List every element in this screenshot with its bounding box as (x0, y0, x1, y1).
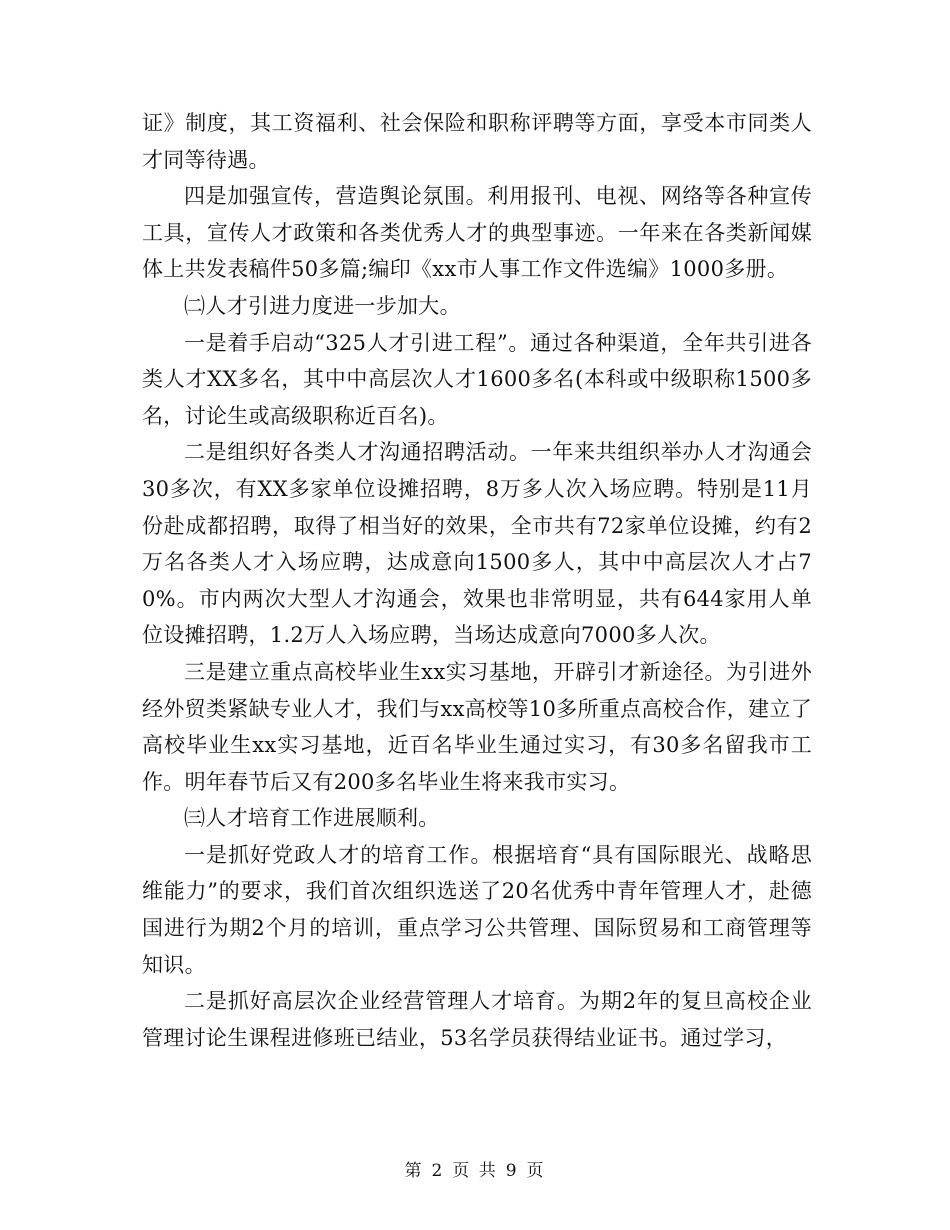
footer-prefix: 第 (404, 1161, 424, 1181)
paragraph-3: ㈡人才引进力度进一步加大。 (184, 293, 461, 318)
footer-suffix: 页 (526, 1161, 546, 1181)
footer-total-pages: 9 (505, 1161, 519, 1181)
page-footer (0, 1156, 950, 1181)
footer-current-page: 2 (431, 1161, 445, 1181)
paragraph-1: 证》制度，其工资福利、社会保险和职称评聘等方面，享受本市同类人才同等待遇。 (142, 111, 812, 172)
paragraph-6: 三是建立重点高校毕业生xx实习基地，开辟引才新途径。为引进外经外贸类紧缺专业人才，我们与xx高校等10多所重点高校合作，建立了高校毕业生xx实习基地，近百名毕业生通过实习，有30多名留我市工作。明年春节后又有200多名毕业生将来我市实习。 (142, 659, 812, 794)
document-body (142, 105, 812, 1056)
paragraph-4: 一是着手启动“325人才引进工程”。通过各种渠道，全年共引进各类人才XX多名，其中中高层次人才1600多名(本科或中级职称1500多名，讨论生或高级职称近百名)。 (142, 330, 812, 428)
footer-middle: 页 共 (452, 1161, 498, 1181)
paragraph-5: 二是组织好各类人才沟通招聘活动。一年来共组织举办人才沟通会30多次，有XX多家单位设摊招聘，8万多人次入场应聘。特别是11月份赴成都招聘，取得了相当好的效果，全市共有72家单位设摊，约有2万名各类人才入场应聘，达成意向1500多人，其中中高层次人才占70%。市内两次大型人才沟通会，效果也非常明显，共有644家用人单位设摊招聘，1.2万人入场应聘，当场达成意向7000多人次。 (142, 440, 812, 648)
paragraph-9: 二是抓好高层次企业经营管理人才培育。为期2年的复旦高校企业管理讨论生课程进修班已结业，53名学员获得结业证书。通过学习， (142, 989, 812, 1050)
paragraph-8: 一是抓好党政人才的培育工作。根据培育“具有国际眼光、战略思维能力”的要求，我们首次组织选送了20名优秀中青年管理人才，赴德国进行为期2个月的培训，重点学习公共管理、国际贸易和工商管理等知识。 (142, 842, 812, 977)
paragraph-2: 四是加强宣传，营造舆论氛围。利用报刊、电视、网络等各种宣传工具，宣传人才政策和各类优秀人才的典型事迹。一年来在各类新闻媒体上共发表稿件50多篇;编印《xx市人事工作文件选编》1000多册。 (142, 184, 812, 282)
paragraph-7: ㈢人才培育工作进展顺利。 (184, 806, 440, 831)
